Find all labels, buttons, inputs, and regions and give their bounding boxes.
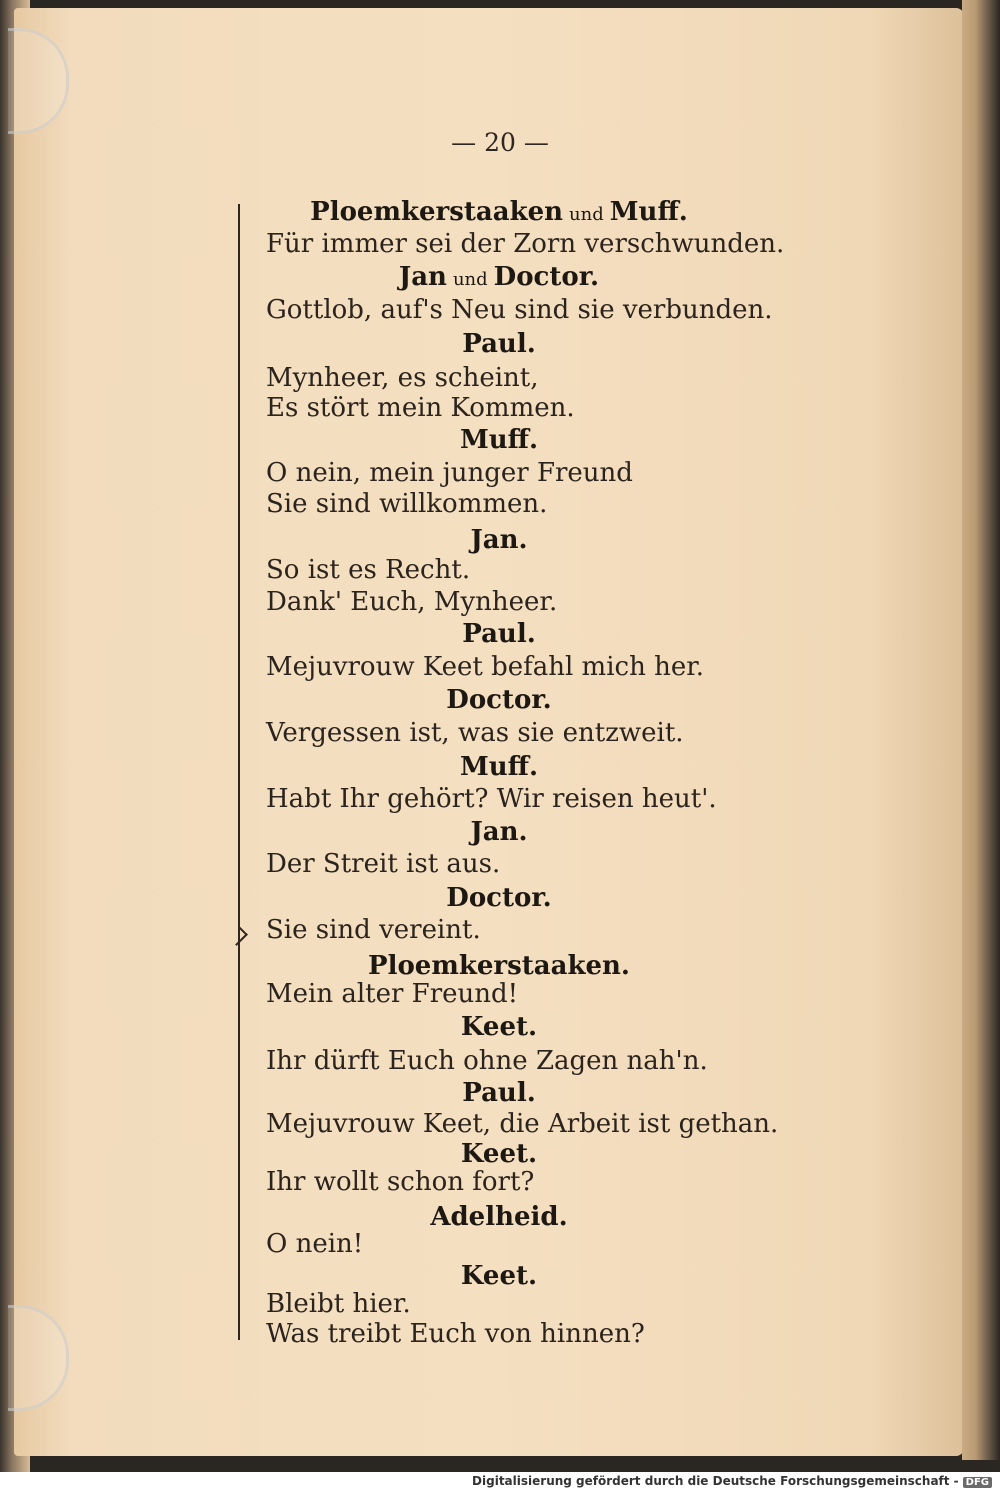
page-number: — 20 —	[451, 128, 549, 157]
speaker-heading	[266, 261, 732, 296]
dialogue-line: Sie sind willkommen.	[266, 489, 548, 519]
credit-text: Digitalisierung gefördert durch die Deutsche Forschungsgemeinschaft -	[472, 1474, 959, 1488]
dialogue-line: Mynheer, es scheint,	[266, 363, 539, 393]
dialogue-line: Es stört mein Kommen.	[266, 393, 575, 423]
speaker-name: Ploemkerstaaken	[310, 197, 564, 227]
speaker-heading: Paul.	[462, 329, 536, 359]
dialogue-line: Was treibt Euch von hinnen?	[266, 1319, 645, 1349]
speaker-heading: Jan.	[470, 525, 528, 555]
dialogue-line: Mejuvrouw Keet, die Arbeit ist gethan.	[266, 1109, 779, 1139]
dialogue-line: Gottlob, auf's Neu sind sie verbunden.	[266, 295, 773, 325]
speaker-heading: Keet.	[460, 1261, 538, 1291]
dialogue-line: So ist es Recht.	[266, 555, 471, 585]
dialogue-line: Für immer sei der Zorn verschwunden.	[266, 229, 785, 259]
speaker-heading: Adelheid.	[430, 1202, 568, 1232]
speaker-name: Muff.	[609, 197, 688, 227]
speaker-heading: Keet.	[460, 1139, 538, 1169]
dialogue-line: Der Streit ist aus.	[266, 849, 501, 879]
dialogue-line: Ihr dürft Euch ohne Zagen nah'n.	[266, 1046, 708, 1076]
speaker-connector: und	[569, 204, 604, 225]
speaker-heading: Jan.	[470, 817, 528, 847]
digitization-credit	[472, 1474, 992, 1488]
dialogue-line: O nein!	[266, 1229, 364, 1259]
dialogue-line: Mein alter Freund!	[266, 979, 519, 1009]
speaker-heading: Muff.	[459, 425, 539, 455]
ensemble-brace	[238, 204, 248, 1340]
dialogue-line: Vergessen ist, was sie entzweit.	[266, 718, 684, 748]
speaker-name: Doctor.	[493, 262, 600, 292]
speaker-heading: Muff.	[459, 752, 539, 782]
dialogue-line: Mejuvrouw Keet befahl mich her.	[266, 652, 705, 682]
dialogue-line: Bleibt hier.	[266, 1289, 411, 1319]
speaker-name: Jan	[398, 262, 447, 292]
speaker-heading: Doctor.	[446, 883, 552, 913]
dialogue-line: Ihr wollt schon fort?	[266, 1167, 535, 1197]
speaker-heading: Paul.	[462, 619, 536, 649]
speaker-heading	[266, 196, 732, 231]
speaker-connector: und	[452, 269, 488, 290]
page-stack-edge	[962, 0, 1000, 1460]
dialogue-line: Sie sind vereint.	[266, 915, 481, 945]
speaker-heading: Keet.	[460, 1012, 538, 1042]
speaker-heading: Paul.	[462, 1078, 536, 1108]
dialogue-line: O nein, mein junger Freund	[266, 458, 633, 488]
dialogue-line: Dank' Euch, Mynheer.	[266, 587, 558, 617]
dialogue-line: Habt Ihr gehört? Wir reisen heut'.	[266, 784, 717, 814]
dfg-logo: DFG	[963, 1477, 992, 1488]
speaker-heading: Ploemkerstaaken.	[368, 951, 630, 981]
speaker-heading: Doctor.	[446, 685, 552, 715]
